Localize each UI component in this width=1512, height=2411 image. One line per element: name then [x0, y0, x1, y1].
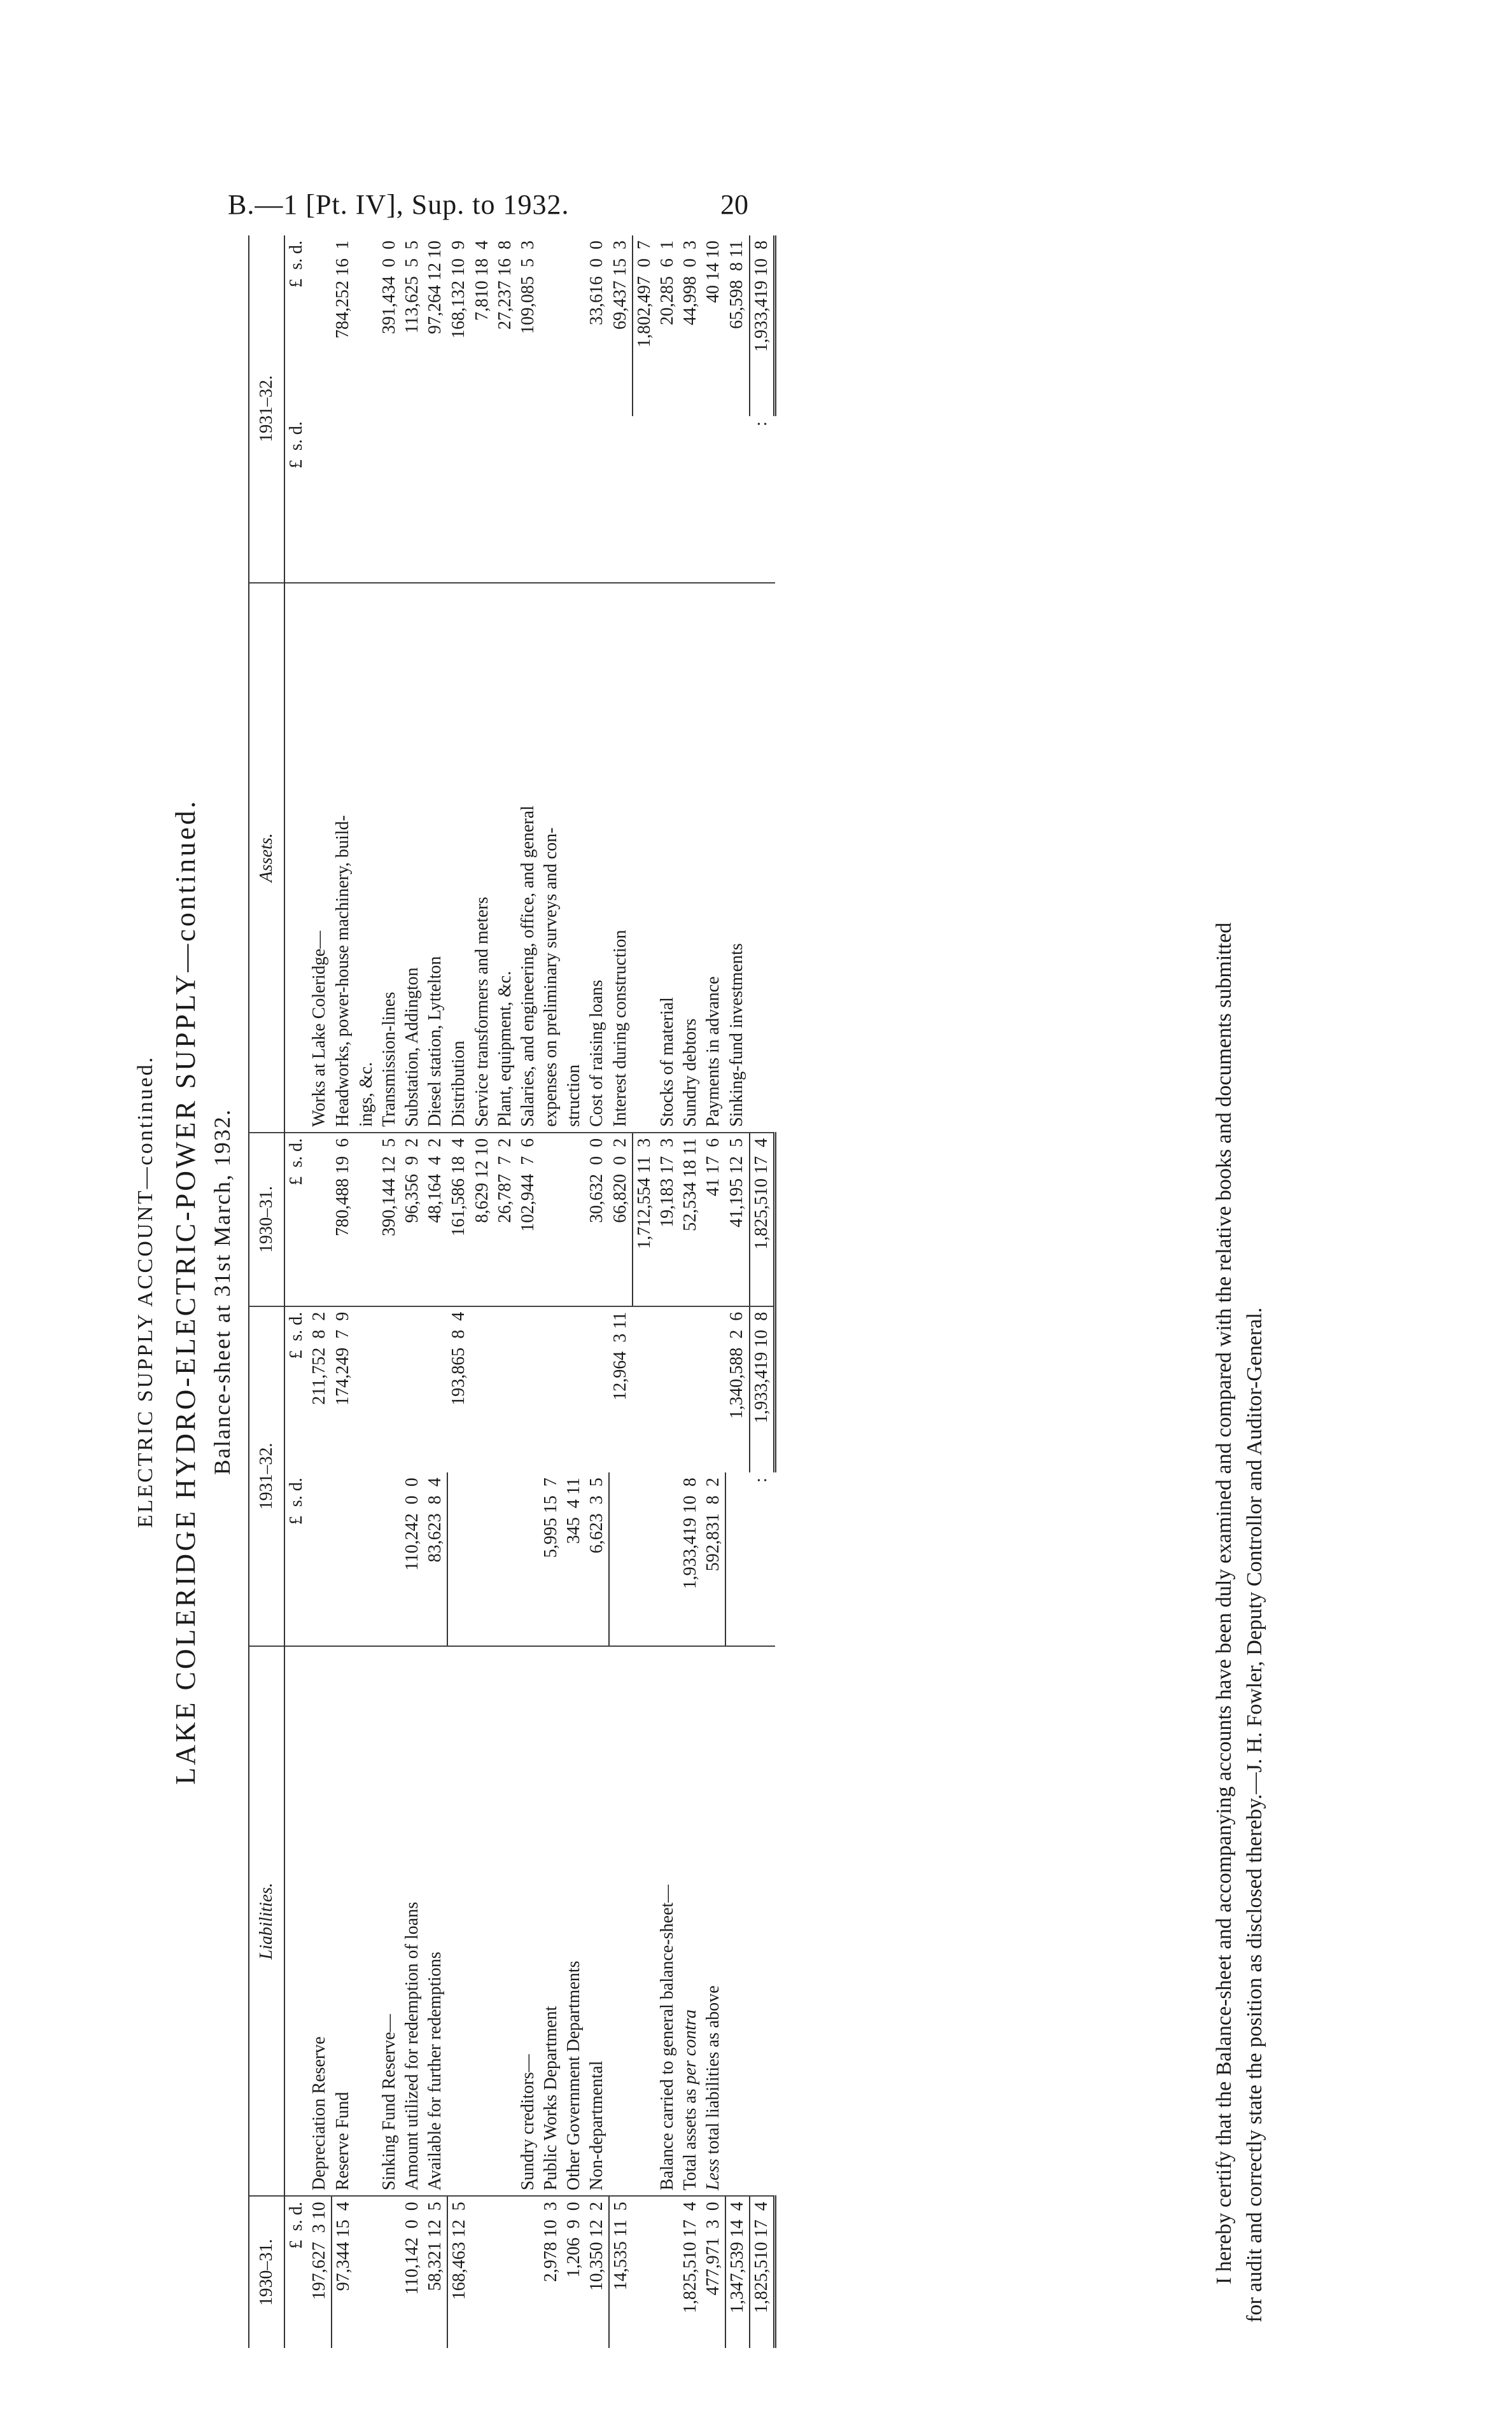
scheme-title: LAKE COLERIDGE HYDRO-ELECTRIC-POWER SUPPLY—continued. — [170, 799, 201, 1785]
column-headers — [249, 235, 284, 2348]
unit-d: d. — [286, 241, 306, 254]
unit-pound: £ — [286, 2240, 306, 2249]
unit-s: s. — [286, 2219, 306, 2232]
table-row: 97,344 15 4 Reserve Fund 174,249 7 9 780,488 19 6 Headworks, power-house machinery, build- 784,252 16 1 — [332, 235, 355, 2348]
page-header — [0, 188, 1512, 227]
table-row: Sinking Fund Reserve— 390,144 12 5 Transmission-lines 391,434 0 0 — [378, 235, 401, 2348]
table-row: Balance carried to general balance-sheet— 19,183 17 3 Stocks of material 20,285 6 1 — [656, 235, 679, 2348]
table-row: 1,825,510 17 4 Total assets as per contra 1,933,419 10 8 52,534 18 11 Sundry debtors 44,998 0 3 — [679, 235, 702, 2348]
unit-s: s. — [286, 439, 306, 451]
balance-sheet-table — [248, 235, 776, 2348]
table-row: 477,971 3 0 Less total liabilities as above 592,831 8 2 41 17 6 Payments in advance 40 14 10 — [702, 235, 725, 2348]
document-reference: B.—1 [Pt. IV], Sup. to 1932. — [228, 189, 570, 220]
audit-certificate — [1209, 261, 1270, 2323]
liab-1930-header: 1930–31. — [249, 2196, 284, 2348]
page-number: 20 — [720, 189, 748, 220]
table-row: Sundry creditors— 102,944 7 6 Salaries, and engineering, office, and general 109,085 5 3 — [517, 235, 540, 2348]
unit-pound: £ — [286, 1516, 306, 1525]
sheet-title: Balance-sheet at 31st March, 1932. — [209, 1108, 235, 1475]
table-row: 26,787 7 2 Plant, equipment, &c. 27,237 16 8 — [494, 235, 517, 2348]
unit-pound: £ — [286, 278, 306, 288]
table-row: 10,350 12 2 Non-departmental 6,623 3 5 30,632 0 0 Cost of raising loans 33,616 0 0 — [585, 235, 609, 2348]
grand-total-row: 1,825,510 17 4 : 1,933,419 10 8 1,825,510 17 4 : 1,933,419 10 8 — [750, 235, 775, 2348]
unit-d: d. — [286, 1138, 306, 1152]
table-row: 168,463 12 5 193,865 8 4 161,586 18 4 Distribution 168,132 10 9 — [447, 235, 471, 2348]
liabilities-header: Liabilities. — [249, 1646, 284, 2196]
balance-sheet-page — [127, 235, 1292, 2348]
table-row: 197,627 3 10 Depreciation Reserve 211,752 8 2 Works at Lake Coleridge— — [308, 235, 332, 2348]
unit-s: s. — [286, 1156, 306, 1168]
table-row: 14,535 11 5 12,964 3 11 66,820 0 2 Interest during construction 69,437 15 3 — [609, 235, 633, 2348]
units-row — [284, 235, 308, 2348]
account-title: ELECTRIC SUPPLY ACCOUNT—continued. — [134, 1055, 157, 1528]
unit-pound: £ — [286, 459, 306, 469]
asset-1931-header: 1931–32. — [249, 235, 284, 583]
table-row: 1,347,539 14 4 1,340,588 2 6 41,195 12 5 Sinking-fund investments 65,598 8 11 — [725, 235, 750, 2348]
asset-1930-header: 1930–31. — [249, 1133, 284, 1306]
unit-d: d. — [286, 421, 306, 435]
unit-pound: £ — [286, 1350, 306, 1359]
unit-pound: £ — [286, 1176, 306, 1185]
unit-d: d. — [286, 1478, 306, 1492]
certificate-line: I hereby certify that the Balance-sheet and accompanying accounts have been duly examined and compared with the relative books and documents submitted — [1212, 922, 1236, 2284]
unit-d: d. — [286, 2202, 306, 2216]
table-row: 1,712,554 11 3 1,802,497 0 7 — [633, 235, 656, 2348]
unit-s: s. — [286, 1329, 306, 1341]
table-row: 58,321 12 5 Available for further redemptions 83,623 8 4 48,164 4 2 Diesel station, Lyttelton 97,264 12 10 — [424, 235, 447, 2348]
unit-s: s. — [286, 258, 306, 270]
table-row: ings, &c. — [355, 235, 378, 2348]
table-row: 1,206 9 0 Other Government Departments 345 4 11 struction — [563, 235, 585, 2348]
table-row: 2,978 10 3 Public Works Department 5,995 15 7 expenses on preliminary surveys and con- — [540, 235, 563, 2348]
table-row: 8,629 12 10 Service transformers and meters 7,810 18 4 — [471, 235, 494, 2348]
table-row: 110,142 0 0 Amount utilized for redemption of loans 110,242 0 0 96,356 9 2 Substation, Addington 113,625 5 5 — [401, 235, 424, 2348]
unit-d: d. — [286, 1311, 306, 1325]
unit-s: s. — [286, 1495, 306, 1507]
certificate-line: for audit and correctly state the position as disclosed thereby.—J. H. Fowler, Deputy Controllor and Auditor-General. — [1243, 1307, 1266, 2323]
assets-header: Assets. — [249, 583, 284, 1133]
liab-1931-header: 1931–32. — [249, 1306, 284, 1646]
